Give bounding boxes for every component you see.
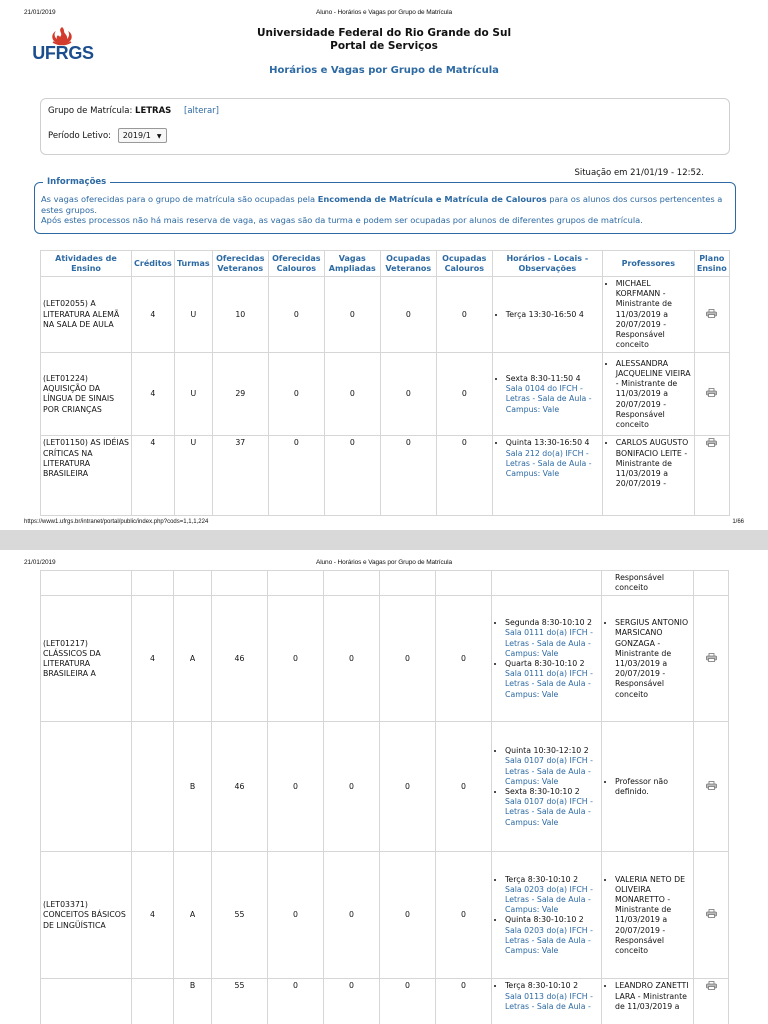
status-text: Situação em 21/01/19 - 12:52. <box>574 168 704 178</box>
column-header: Atividades de Ensino <box>41 251 132 277</box>
turma-cell: A <box>174 596 212 722</box>
offered-veterans-cell <box>212 571 268 596</box>
column-header: Horários - Locais - Observações <box>492 251 602 277</box>
schedule-cell <box>492 722 602 852</box>
turma-cell: B <box>174 722 212 852</box>
schedule-list <box>495 438 600 479</box>
printer-icon[interactable] <box>706 438 717 450</box>
schedule-table <box>40 250 730 516</box>
offered-freshmen-cell: 0 <box>268 979 324 1024</box>
offered-veterans-cell: 46 <box>212 722 268 852</box>
column-header: Plano Ensino <box>694 251 729 277</box>
occupied-veterans-cell: 0 <box>380 852 436 979</box>
schedule-location: Sala 0203 do(a) IFCH - Letras - Sala de Aula - Campus: Vale <box>505 884 593 915</box>
professor-item: • CARLOS AUGUSTO BONIFACIO LEITE - Ministrante de 11/03/2019 a 20/07/2019 - <box>616 438 692 489</box>
print-footer <box>24 519 744 529</box>
teaching-plan-cell <box>694 353 729 436</box>
offered-veterans-cell: 10 <box>212 277 268 353</box>
turma-cell: U <box>174 277 212 353</box>
print-title: Aluno - Horários e Vagas por Grupo de Matrícula <box>315 559 453 566</box>
schedule-item <box>506 374 600 415</box>
professors-cell <box>602 436 694 516</box>
column-header: Créditos <box>132 251 175 277</box>
professor-list <box>605 359 692 430</box>
expanded-vacancies-cell: 0 <box>324 979 380 1024</box>
schedule-list <box>495 310 600 320</box>
activity-cell: (LET03371) CONCEITOS BÁSICOS DE LINGÜÍSTICA <box>41 852 132 979</box>
schedule-time: Terça 8:30-10:10 2 <box>505 874 579 884</box>
schedule-time: Quarta 8:30-10:10 2 <box>505 658 585 668</box>
schedule-time: Quinta 8:30-10:10 2 <box>505 915 584 925</box>
professor-item: • LEANDRO ZANETTI LARA - Ministrante de 11/03/2019 a <box>615 981 691 1012</box>
professors-cell <box>602 353 694 436</box>
activity-cell <box>41 979 132 1024</box>
period-label: Período Letivo: <box>48 131 112 141</box>
professors-cell <box>602 277 694 353</box>
schedule-cell <box>492 436 602 516</box>
period-select[interactable] <box>118 128 167 143</box>
schedule-location: Sala 0111 do(a) IFCH - Letras - Sala de Aula - Campus: Vale <box>505 669 593 699</box>
expanded-vacancies-cell: 0 <box>324 277 380 353</box>
print-page-number: 1/66 <box>732 519 744 525</box>
table-row <box>41 277 730 353</box>
schedule-cell <box>492 353 602 436</box>
schedule-location: Sala 0113 do(a) IFCH - Letras - Sala de Aula - <box>505 991 593 1011</box>
teaching-plan-cell <box>694 596 729 722</box>
professor-list <box>605 279 692 350</box>
page-title: Horários e Vagas por Grupo de Matrícula <box>269 65 499 76</box>
schedule-time: Terça 8:30-10:10 2 <box>505 981 579 991</box>
professor-list <box>604 777 691 797</box>
printer-icon[interactable] <box>706 781 717 793</box>
university-name: Universidade Federal do Rio Grande do Sul <box>256 27 512 39</box>
schedule-cell <box>492 571 602 596</box>
column-header: Ocupadas Veteranos <box>380 251 436 277</box>
info-text-bold: Encomenda de Matrícula e Matrícula de Calouros <box>317 194 547 204</box>
alter-group-link[interactable]: [alterar] <box>184 106 219 116</box>
credits-cell <box>132 722 174 852</box>
expanded-vacancies-cell: 0 <box>324 596 380 722</box>
credits-cell: 4 <box>132 353 175 436</box>
column-header: Professores <box>602 251 694 277</box>
teaching-plan-cell <box>694 277 729 353</box>
offered-freshmen-cell: 0 <box>268 436 324 516</box>
offered-freshmen-cell: 0 <box>268 596 324 722</box>
schedule-location: Sala 0203 do(a) IFCH - Letras - Sala de Aula - Campus: Vale <box>505 925 593 956</box>
schedule-time: Terça 13:30-16:50 4 <box>505 309 584 319</box>
schedule-time: Sexta 8:30-10:10 2 <box>505 786 580 796</box>
table-row <box>41 353 730 436</box>
professor-item: • MICHAEL KORFMANN - Ministrante de 11/03/2019 a 20/07/2019 - Responsável conceito <box>616 279 692 350</box>
schedule-item <box>505 875 599 916</box>
info-text <box>41 194 727 226</box>
professor-item: • ALESSANDRA JACQUELINE VIEIRA - Ministrante de 11/03/2019 a 20/07/2019 - Responsável conceito <box>616 359 692 430</box>
chevron-down-icon: ▼ <box>156 133 162 140</box>
table-row <box>41 979 729 1024</box>
professor-list <box>604 981 691 1012</box>
credits-cell: 4 <box>132 277 175 353</box>
print-date: 21/01/2019 <box>24 559 56 566</box>
schedule-item <box>505 915 599 956</box>
credits-cell: 4 <box>132 852 174 979</box>
teaching-plan-cell <box>694 436 729 516</box>
schedule-item <box>505 746 599 787</box>
table-row <box>41 852 729 979</box>
group-label: Grupo de Matrícula: <box>48 106 133 116</box>
expanded-vacancies-cell: 0 <box>324 852 380 979</box>
schedule-item <box>505 981 599 1012</box>
activity-cell: (LET01150) AS IDÉIAS CRÍTICAS NA LITERATURA BRASILEIRA <box>41 436 132 516</box>
credits-cell: 4 <box>132 436 175 516</box>
info-text-2: Após estes processos não há mais reserva de vaga, as vagas são da turma e podem ser ocupadas por alunos de diferentes grupos de matrícula. <box>41 215 643 225</box>
occupied-veterans-cell: 0 <box>380 596 436 722</box>
occupied-freshmen-cell: 0 <box>436 852 492 979</box>
logo-text: UFRGS <box>32 43 94 63</box>
info-legend: Informações <box>43 177 110 188</box>
occupied-veterans-cell: 0 <box>380 436 436 516</box>
column-header: Turmas <box>174 251 212 277</box>
printer-icon[interactable] <box>706 909 717 921</box>
professors-cell <box>602 722 694 852</box>
schedule-cell <box>492 852 602 979</box>
print-date: 21/01/2019 <box>24 9 56 16</box>
offered-freshmen-cell: 0 <box>268 353 324 436</box>
column-header: Ocupadas Calouros <box>436 251 492 277</box>
professor-item: • VALERIA NETO DE OLIVEIRA MONARETTO - Ministrante de 11/03/2019 a 20/07/2019 - Responsável conceito <box>615 875 691 957</box>
schedule-list <box>494 618 599 700</box>
offered-veterans-cell: 29 <box>212 353 268 436</box>
schedule-item <box>505 787 599 828</box>
university-heading <box>0 27 768 53</box>
professors-cell: Responsável conceito <box>602 571 694 596</box>
activity-cell: (LET02055) A LITERATURA ALEMÃ NA SALA DE AULA <box>41 277 132 353</box>
schedule-location: Sala 0107 do(a) IFCH - Letras - Sala de Aula - Campus: Vale <box>505 797 593 827</box>
professor-list <box>604 618 691 700</box>
offered-freshmen-cell: 0 <box>268 852 324 979</box>
offered-freshmen-cell <box>268 571 324 596</box>
schedule-location: Sala 0107 do(a) IFCH - Letras - Sala de Aula - Campus: Vale <box>505 756 593 786</box>
filter-panel <box>40 98 730 155</box>
occupied-freshmen-cell: 0 <box>436 277 492 353</box>
professor-item: • Professor não definido. <box>615 777 691 797</box>
occupied-veterans-cell: 0 <box>380 277 436 353</box>
occupied-freshmen-cell: 0 <box>436 722 492 852</box>
print-title: Aluno - Horários e Vagas por Grupo de Matrícula <box>315 9 453 16</box>
column-header: Oferecidas Veteranos <box>212 251 268 277</box>
professors-cell <box>602 852 694 979</box>
schedule-item <box>505 659 599 700</box>
offered-veterans-cell: 37 <box>212 436 268 516</box>
schedule-list <box>494 746 599 828</box>
expanded-vacancies-cell: 0 <box>324 353 380 436</box>
offered-veterans-cell: 55 <box>212 979 268 1024</box>
activity-cell: (LET01217) CLÁSSICOS DA LITERATURA BRASILEIRA A <box>41 596 132 722</box>
schedule-list <box>494 875 599 957</box>
schedule-item <box>506 310 600 320</box>
activity-cell <box>41 722 132 852</box>
period-row <box>48 128 167 143</box>
schedule-location: Sala 0104 do IFCH - Letras - Sala de Aula - Campus: Vale <box>505 384 592 414</box>
expanded-vacancies-cell: 0 <box>324 436 380 516</box>
page-gap <box>0 530 768 550</box>
info-text-before: As vagas oferecidas para o grupo de matrícula são ocupadas pela <box>41 194 318 204</box>
professors-cell <box>602 979 694 1024</box>
schedule-time: Quinta 13:30-16:50 4 <box>505 438 590 448</box>
schedule-time: Segunda 8:30-10:10 2 <box>505 618 593 628</box>
expanded-vacancies-cell: 0 <box>324 722 380 852</box>
credits-cell <box>132 979 174 1024</box>
occupied-freshmen-cell: 0 <box>436 979 492 1024</box>
schedule-location: Sala 0111 do(a) IFCH - Letras - Sala de Aula - Campus: Vale <box>505 628 593 658</box>
schedule-time: Sexta 8:30-11:50 4 <box>505 374 581 384</box>
activity-cell: (LET01224) AQUISIÇÃO DA LÍNGUA DE SINAIS POR CRIANÇAS <box>41 353 132 436</box>
teaching-plan-cell <box>694 979 729 1024</box>
printer-icon[interactable] <box>706 981 717 993</box>
group-value: LETRAS <box>135 106 172 116</box>
printer-icon[interactable] <box>706 653 717 665</box>
portal-name: Portal de Serviços <box>330 40 438 52</box>
occupied-veterans-cell: 0 <box>380 353 436 436</box>
schedule-location: Sala 212 do(a) IFCH - Letras - Sala de Aula - Campus: Vale <box>505 448 592 479</box>
printer-icon[interactable] <box>706 309 717 321</box>
table-row <box>41 722 729 852</box>
schedule-cell <box>492 596 602 722</box>
turma-cell: U <box>174 436 212 516</box>
schedule-list <box>495 374 600 415</box>
occupied-freshmen-cell: 0 <box>436 353 492 436</box>
table-row <box>41 596 729 722</box>
professor-list <box>605 438 692 489</box>
column-header: Oferecidas Calouros <box>268 251 324 277</box>
turma-cell: A <box>174 852 212 979</box>
turma-cell: U <box>174 353 212 436</box>
schedule-item <box>505 618 599 659</box>
offered-freshmen-cell: 0 <box>268 277 324 353</box>
print-header-2 <box>24 559 744 569</box>
table-row <box>41 571 729 596</box>
column-header: Vagas Ampliadas <box>324 251 380 277</box>
offered-veterans-cell: 46 <box>212 596 268 722</box>
teaching-plan-cell <box>694 852 729 979</box>
credits-cell: 4 <box>132 596 174 722</box>
printer-icon[interactable] <box>706 388 717 400</box>
turma-cell <box>174 571 212 596</box>
offered-veterans-cell: 55 <box>212 852 268 979</box>
table-row <box>41 436 730 516</box>
info-text-after: para os alunos dos cursos pertencentes a estes grupos. <box>41 194 723 215</box>
occupied-veterans-cell: 0 <box>380 722 436 852</box>
turma-cell: B <box>174 979 212 1024</box>
expanded-vacancies-cell <box>324 571 380 596</box>
occupied-veterans-cell <box>380 571 436 596</box>
schedule-list <box>494 981 599 1012</box>
occupied-freshmen-cell: 0 <box>436 596 492 722</box>
professors-cell <box>602 596 694 722</box>
teaching-plan-cell <box>694 571 729 596</box>
schedule-item <box>506 438 600 479</box>
credits-cell <box>132 571 174 596</box>
schedule-cell <box>492 277 602 353</box>
occupied-veterans-cell: 0 <box>380 979 436 1024</box>
print-header <box>24 9 744 19</box>
period-value: 2019/1 <box>122 131 151 140</box>
print-url: https://www1.ufrgs.br/intranet/portal/public/index.php?cods=1,1,1,224 <box>24 519 209 525</box>
occupied-freshmen-cell <box>436 571 492 596</box>
schedule-cell <box>492 979 602 1024</box>
offered-freshmen-cell: 0 <box>268 722 324 852</box>
schedule-time: Quinta 10:30-12:10 2 <box>505 746 589 756</box>
activity-cell <box>41 571 132 596</box>
teaching-plan-cell <box>694 722 729 852</box>
group-row <box>48 106 219 116</box>
pdf-page-2 <box>0 550 768 1024</box>
professor-list <box>604 875 691 957</box>
schedule-table-continued <box>40 570 729 1024</box>
occupied-freshmen-cell: 0 <box>436 436 492 516</box>
info-box <box>34 177 736 234</box>
professor-item: • SERGIUS ANTONIO MARSICANO GONZAGA - Ministrante de 11/03/2019 a 20/07/2019 - Responsável conceito <box>615 618 691 700</box>
